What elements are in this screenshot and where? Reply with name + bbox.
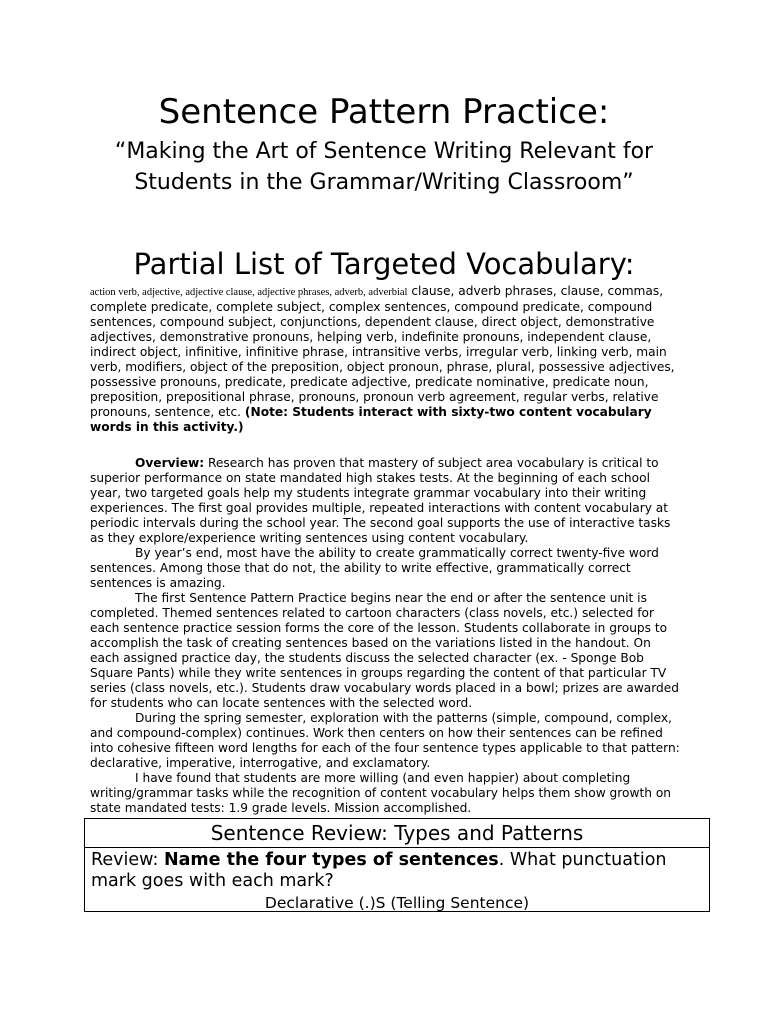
- declarative-line: Declarative (.)S (Telling Sentence): [264, 894, 530, 912]
- page-subtitle: “Making the Art of Sentence Writing Relevant for Students in the Grammar/Writing Classroom”: [114, 139, 654, 195]
- paragraph-overview: [90, 456, 682, 546]
- paragraph: During the spring semester, exploration with the patterns (simple, compound, complex, and compound-complex) continues. Work then centers on how their sentences can be refined into cohesive fifteen word lengths for each of the four sentence types applicable to that pattern: declarative, imperative, interrogative, and exclamatory.: [90, 711, 680, 770]
- sentence-review-box: [84, 818, 710, 912]
- paragraph: I have found that students are more willing (and even happier) about completing writing/grammar tasks while the recognition of content vocabulary helps them show growth on state mandated tests: 1.9 grade levels. Mission accomplished.: [90, 771, 672, 815]
- article-body: [90, 456, 682, 816]
- paragraph: The first Sentence Pattern Practice begins near the end or after the sentence unit is completed. Themed sentences related to cartoon characters (class novels, etc.) selected for each sentence practice session forms the core of the lesson. Students collaborate in groups to accomplish the task of creating sentences based on the variations listed in the handout. On each assigned practice day, the students discuss the selected character (ex. - Sponge Bob Square Pants) while they write sentences in groups regarding the content of that particular TV series (class novels, etc.). Students draw vocabulary words placed in a bowl; prizes are awarded for students who can locate sentences with the selected word.: [90, 591, 680, 710]
- review-rest-text: . What punctuation mark goes with each mark?: [91, 850, 667, 891]
- page-title: Sentence Pattern Practice:: [158, 92, 610, 132]
- review-bold-text: Name the four types of sentences: [163, 850, 499, 870]
- review-box-heading: Sentence Review: Types and Patterns: [85, 819, 709, 848]
- review-label: Review:: [91, 850, 164, 870]
- paragraph: By year’s end, most have the ability to create grammatically correct twenty-five word sentences. Among those that do not, the ability to write effective, grammatically correct sentences is amazing.: [90, 546, 659, 590]
- paragraph-text: Research has proven that mastery of subject area vocabulary is critical to superior performance on state mandated high stakes tests. At the beginning of each school year, two targeted goals help my students integrate grammar vocabulary into their writing experiences. The first goal provides multiple, repeated interactions with content vocabulary at periodic intervals during the school year. The second goal supports the use of interactive tasks as they explore/experience writing sentences using content vocabulary.: [90, 456, 671, 545]
- vocab-text: clause, adverb phrases, clause, commas, complete predicate, complete subject, complex sentences, compound predicate, compound sentences, compound subject, conjunctions, dependent clause, direct object, demonstrative adjectives, demonstrative pronouns, helping verb, indefinite pronouns, independent clause, indirect object, infinitive, infinitive phrase, intransitive verbs, irregular verb, linking verb, main verb, modifiers, object of the preposition, object pronoun, phrase, plural, possessive adjectives, possessive pronouns, predicate, predicate adjective, predicate nominative, predicate noun, preposition, prepositional phrase, pronouns, pronoun verb agreement, regular verbs, relative pronouns, sentence, etc.: [90, 284, 675, 419]
- overview-label: Overview:: [135, 456, 205, 470]
- review-box-body: [85, 848, 709, 914]
- vocab-heading: Partial List of Targeted Vocabulary:: [133, 247, 635, 281]
- vocab-list: [90, 284, 682, 435]
- vocab-serif-text: action verb, adjective, adjective clause, adjective phrases, adverb, adverbial: [90, 287, 408, 298]
- vocab-note: (Note: Students interact with sixty-two content vocabulary words in this activity.): [90, 405, 652, 434]
- review-question: [91, 850, 703, 892]
